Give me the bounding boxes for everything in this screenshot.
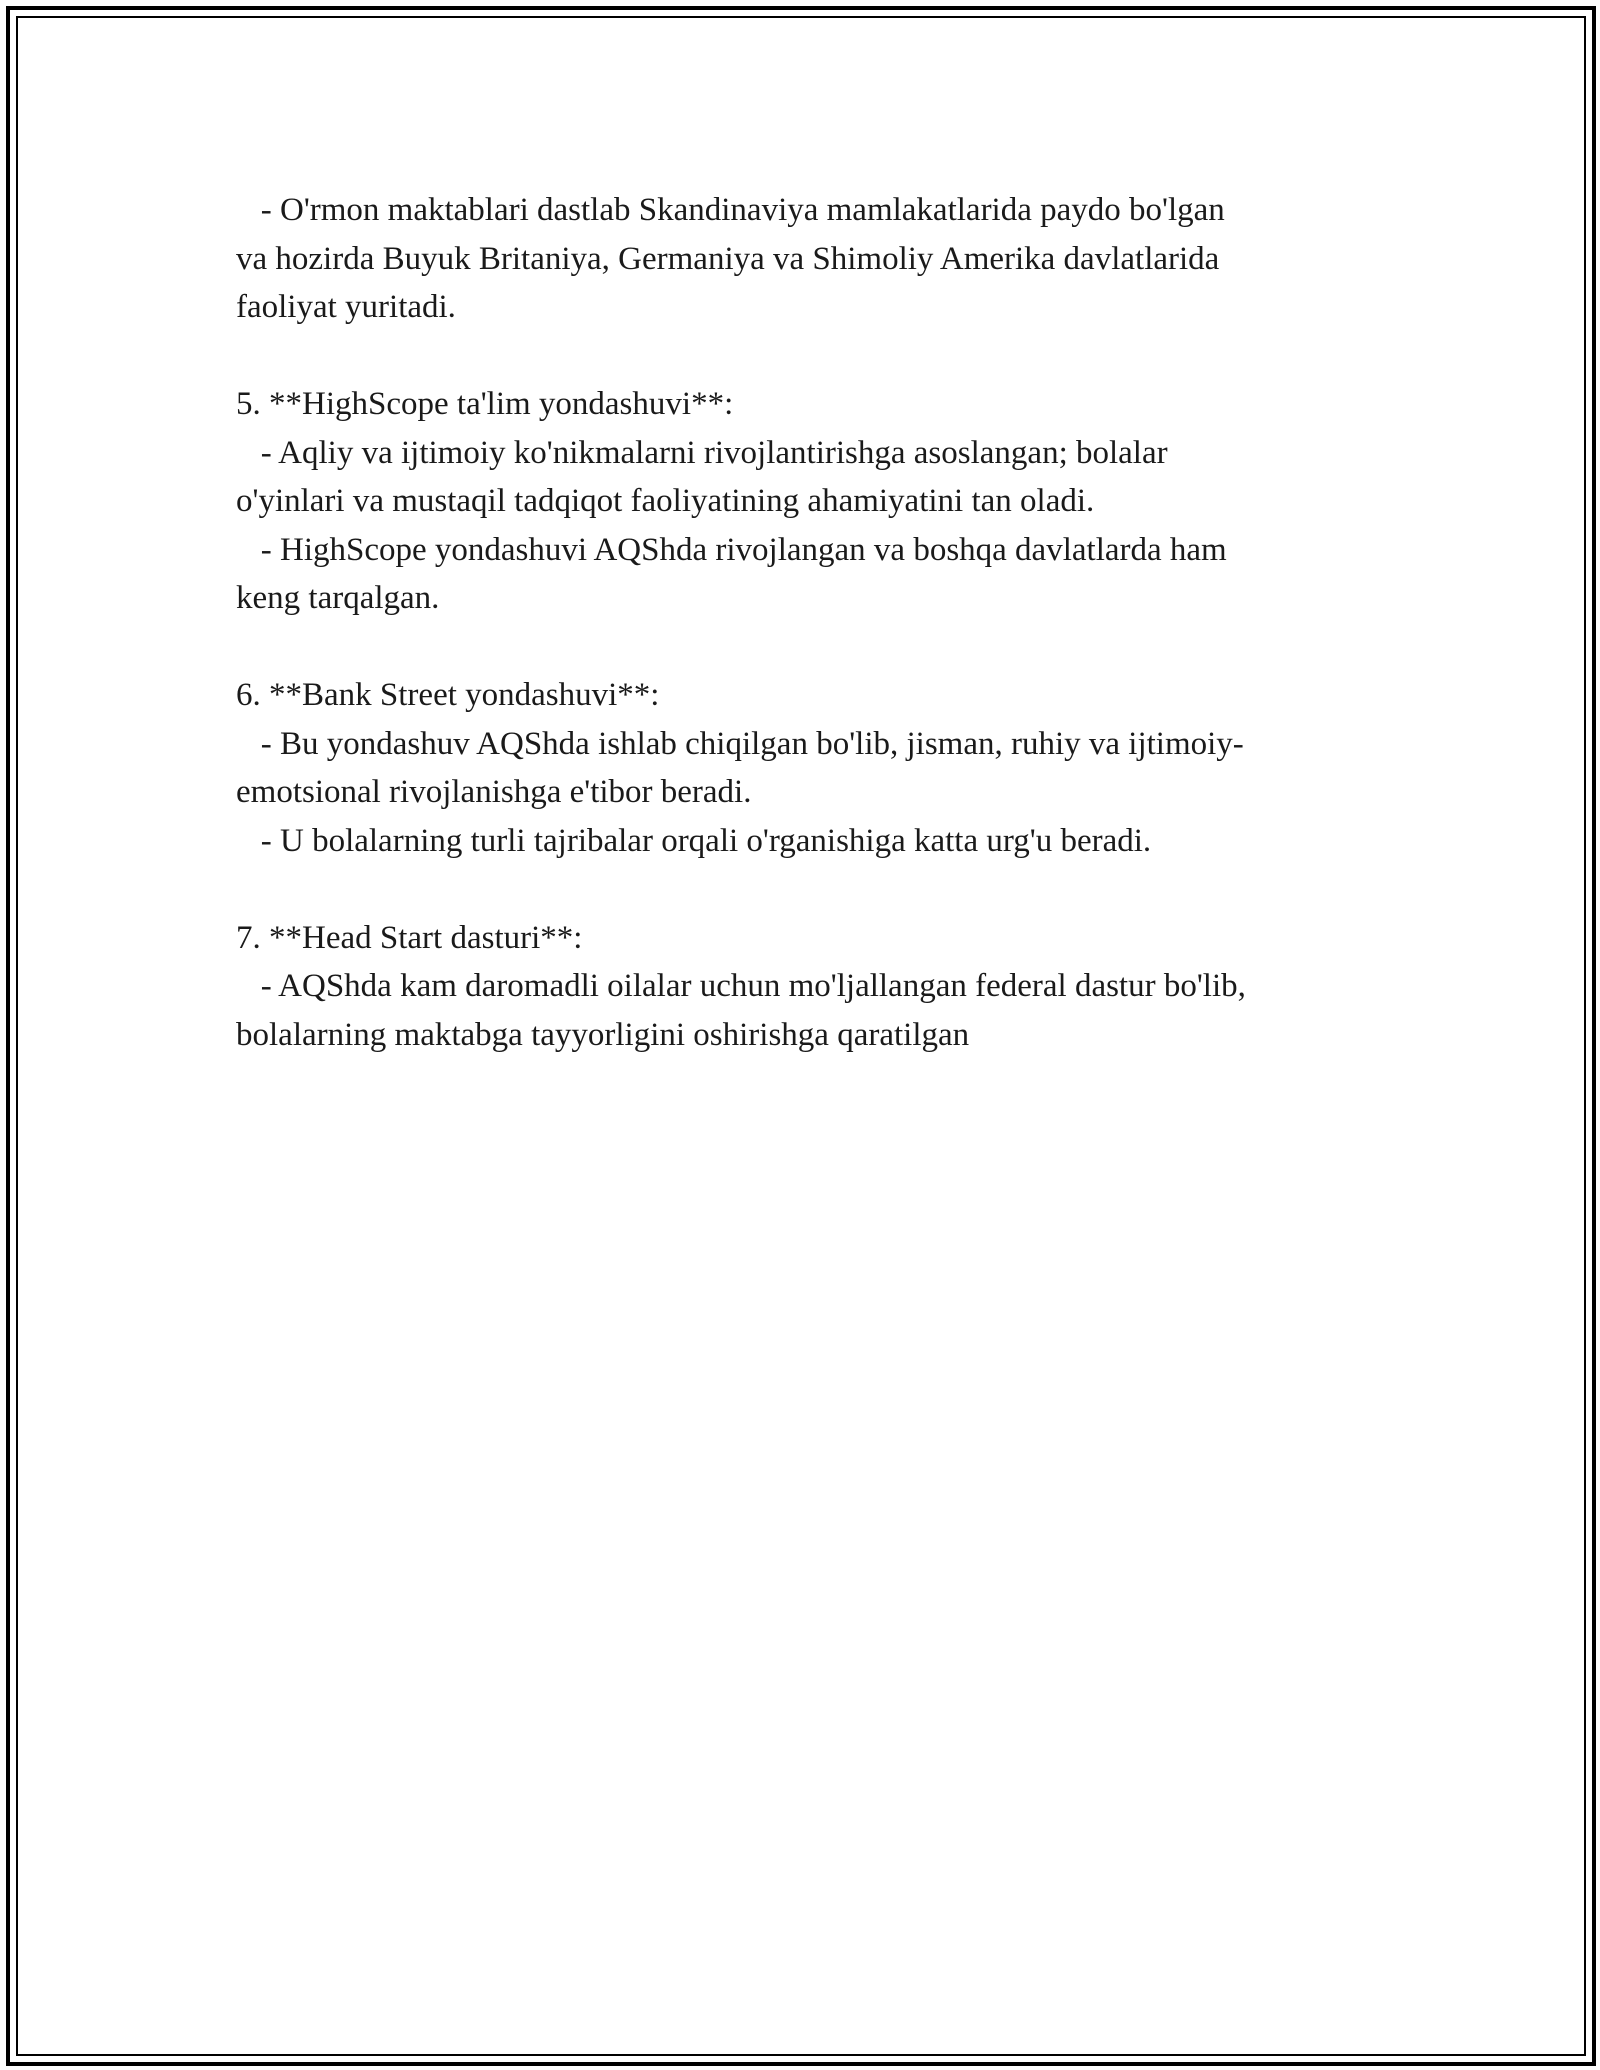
blank-line bbox=[236, 623, 1376, 672]
text-line: o'yinlari va mustaqil tadqiqot faoliyatining ahamiyatini tan oladi. bbox=[236, 483, 1095, 519]
section-heading: 6. **Bank Street yondashuvi**: bbox=[236, 677, 660, 713]
text-line: - Aqliy va ijtimoiy ko'nikmalarni rivojlantirishga asoslangan; bolalar bbox=[236, 434, 1168, 471]
text-line: - U bolalarning turli tajribalar orqali o'rganishiga katta urg'u beradi. bbox=[236, 822, 1152, 859]
text-line: emotsional rivojlanishga e'tibor beradi. bbox=[236, 774, 752, 810]
text-line: - Bu yondashuv AQShda ishlab chiqilgan bo'lib, jisman, ruhiy va ijtimoiy- bbox=[236, 725, 1244, 762]
text-line: bolalarning maktabga tayyorligini oshirishga qaratilgan bbox=[236, 1016, 970, 1053]
text-line: keng tarqalgan. bbox=[236, 580, 440, 616]
section-heading: 5. **HighScope ta'lim yondashuvi**: bbox=[236, 386, 734, 422]
section-heading: 7. **Head Start dasturi**: bbox=[236, 919, 583, 956]
blank-line bbox=[236, 332, 1376, 381]
document-body bbox=[236, 186, 1376, 1059]
text-line: - HighScope yondashuvi AQShda rivojlangan va boshqa davlatlarda ham bbox=[236, 531, 1227, 568]
blank-line bbox=[236, 865, 1376, 914]
text-line: faoliyat yuritadi. bbox=[236, 289, 456, 325]
text-line: - O'rmon maktablari dastlab Skandinaviya mamlakatlarida paydo bo'lgan bbox=[236, 192, 1225, 228]
text-line: va hozirda Buyuk Britaniya, Germaniya va Shimoliy Amerika davlatlarida bbox=[236, 240, 1220, 277]
text-line: - AQShda kam daromadli oilalar uchun mo'ljallangan federal dastur bo'lib, bbox=[236, 968, 1246, 1004]
